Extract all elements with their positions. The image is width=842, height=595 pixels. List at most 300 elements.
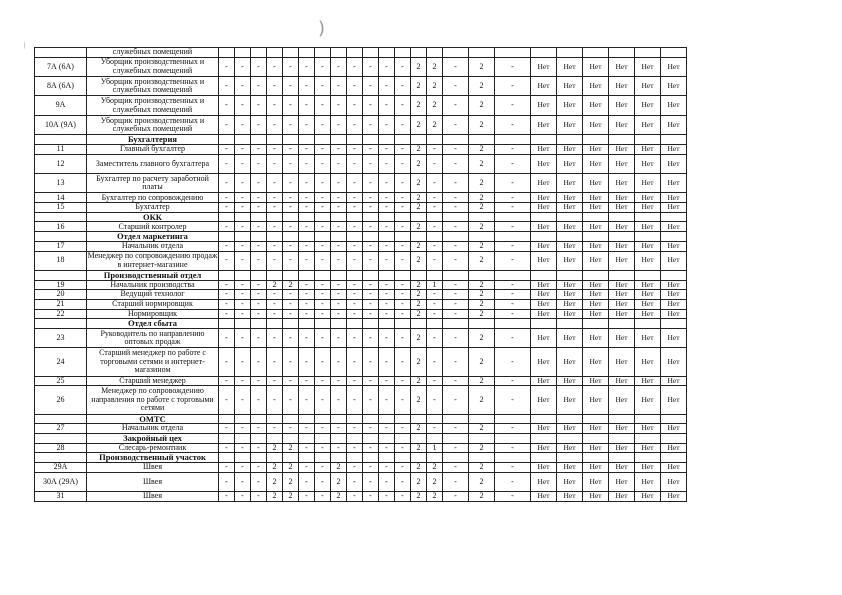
factor-value: - xyxy=(315,386,331,414)
factor-value: - xyxy=(363,329,379,348)
empty-cell xyxy=(557,232,583,242)
factor-value: - xyxy=(443,348,469,376)
factor-value: - xyxy=(443,472,469,491)
position-name: Менеджер по сопровождению направления по работе с торговыми сетями xyxy=(87,386,219,414)
section-row xyxy=(35,319,687,329)
table-row xyxy=(35,193,687,203)
answer-no: Нет xyxy=(609,443,635,453)
answer-no: Нет xyxy=(661,154,687,173)
factor-value: - xyxy=(235,203,251,213)
answer-no: Нет xyxy=(583,376,609,386)
answer-no: Нет xyxy=(661,376,687,386)
answer-no: Нет xyxy=(635,203,661,213)
answer-no: Нет xyxy=(557,241,583,251)
answer-no: Нет xyxy=(557,299,583,309)
empty-cell xyxy=(363,232,379,242)
answer-no: Нет xyxy=(583,154,609,173)
answer-no: Нет xyxy=(609,492,635,502)
factor-value: - xyxy=(379,57,395,76)
factor-value: - xyxy=(283,299,299,309)
answer-no: Нет xyxy=(583,309,609,319)
answer-no: Нет xyxy=(557,174,583,193)
empty-cell xyxy=(411,270,427,280)
factor-value: - xyxy=(395,462,411,472)
factor-value: - xyxy=(315,96,331,115)
answer-no: Нет xyxy=(557,443,583,453)
factor-value: - xyxy=(427,376,443,386)
empty-cell xyxy=(469,319,495,329)
row-number: 23 xyxy=(35,329,87,348)
factor-value: - xyxy=(331,443,347,453)
factor-value: - xyxy=(495,241,531,251)
factor-value: - xyxy=(395,96,411,115)
empty-cell xyxy=(315,433,331,443)
answer-no: Нет xyxy=(557,251,583,270)
answer-no: Нет xyxy=(583,115,609,134)
factor-value: - xyxy=(495,144,531,154)
answer-no: Нет xyxy=(635,174,661,193)
factor-value: - xyxy=(395,251,411,270)
empty-cell xyxy=(235,135,251,145)
factor-value: 2 xyxy=(469,472,495,491)
factor-value: - xyxy=(379,251,395,270)
factor-value: - xyxy=(219,222,235,232)
factor-value: - xyxy=(443,57,469,76)
empty-cell xyxy=(299,453,315,463)
empty-cell xyxy=(583,212,609,222)
empty-cell xyxy=(427,453,443,463)
factor-value: - xyxy=(495,154,531,173)
factor-value: - xyxy=(299,462,315,472)
answer-no: Нет xyxy=(635,144,661,154)
answer-no: Нет xyxy=(661,203,687,213)
factor-value: 2 xyxy=(427,472,443,491)
factor-value: - xyxy=(443,193,469,203)
factor-value: - xyxy=(267,154,283,173)
answer-no: Нет xyxy=(661,115,687,134)
empty-cell xyxy=(379,135,395,145)
factor-value: 2 xyxy=(411,154,427,173)
empty-cell xyxy=(315,453,331,463)
factor-value: - xyxy=(299,443,315,453)
empty-cell xyxy=(379,232,395,242)
answer-no: Нет xyxy=(661,472,687,491)
position-name: Уборщик производственных и служебных помещений xyxy=(87,96,219,115)
factor-value: - xyxy=(315,57,331,76)
factor-value: - xyxy=(395,193,411,203)
answer-no: Нет xyxy=(557,348,583,376)
factor-value: - xyxy=(219,424,235,434)
factor-value: - xyxy=(283,386,299,414)
answer-no: Нет xyxy=(635,241,661,251)
factor-value: - xyxy=(251,386,267,414)
empty-cell xyxy=(299,319,315,329)
factor-value: 2 xyxy=(331,462,347,472)
factor-value: 2 xyxy=(411,329,427,348)
empty-cell xyxy=(267,48,283,58)
answer-no: Нет xyxy=(583,57,609,76)
section-title: Производственный отдел xyxy=(87,270,219,280)
factor-value: - xyxy=(315,299,331,309)
factor-value: - xyxy=(379,376,395,386)
section-title: ОМТС xyxy=(87,414,219,424)
factor-value: - xyxy=(299,241,315,251)
factor-value: - xyxy=(283,144,299,154)
factor-value: - xyxy=(395,443,411,453)
factor-value: - xyxy=(331,251,347,270)
empty-cell xyxy=(331,270,347,280)
factor-value: - xyxy=(299,329,315,348)
empty-cell xyxy=(379,212,395,222)
empty-cell xyxy=(235,212,251,222)
factor-value: - xyxy=(267,376,283,386)
factor-value: 2 xyxy=(411,309,427,319)
factor-value: - xyxy=(379,443,395,453)
factor-value: - xyxy=(379,386,395,414)
factor-value: - xyxy=(347,96,363,115)
empty-cell xyxy=(235,232,251,242)
factor-value: - xyxy=(283,115,299,134)
factor-value: - xyxy=(299,386,315,414)
factor-value: - xyxy=(495,290,531,300)
answer-no: Нет xyxy=(635,96,661,115)
factor-value: - xyxy=(427,309,443,319)
answer-no: Нет xyxy=(583,96,609,115)
empty-cell xyxy=(609,319,635,329)
factor-value: - xyxy=(315,424,331,434)
empty-cell xyxy=(427,212,443,222)
answer-no: Нет xyxy=(609,193,635,203)
empty-cell xyxy=(347,232,363,242)
factor-value: - xyxy=(331,299,347,309)
factor-value: 2 xyxy=(411,472,427,491)
factor-value: - xyxy=(299,174,315,193)
factor-value: - xyxy=(251,492,267,502)
empty-cell xyxy=(379,433,395,443)
factor-value: - xyxy=(395,57,411,76)
empty-cell xyxy=(427,48,443,58)
section-title: Закройный цех xyxy=(87,433,219,443)
factor-value: - xyxy=(315,348,331,376)
answer-no: Нет xyxy=(557,144,583,154)
factor-value: - xyxy=(363,77,379,96)
factor-value: 2 xyxy=(411,144,427,154)
factor-value: - xyxy=(331,57,347,76)
answer-no: Нет xyxy=(609,299,635,309)
answer-no: Нет xyxy=(609,77,635,96)
position-name: Швея xyxy=(87,462,219,472)
factor-value: - xyxy=(347,492,363,502)
empty-cell xyxy=(583,270,609,280)
factor-value: 2 xyxy=(411,443,427,453)
factor-value: - xyxy=(251,472,267,491)
factor-value: - xyxy=(363,299,379,309)
factor-value: 2 xyxy=(411,280,427,290)
factor-value: - xyxy=(495,472,531,491)
empty-cell xyxy=(347,319,363,329)
factor-value: - xyxy=(251,280,267,290)
factor-value: - xyxy=(395,299,411,309)
factor-value: - xyxy=(315,492,331,502)
factor-value: - xyxy=(443,144,469,154)
factor-value: - xyxy=(283,241,299,251)
factor-value: - xyxy=(495,299,531,309)
answer-no: Нет xyxy=(557,492,583,502)
factor-value: - xyxy=(379,193,395,203)
factor-value: - xyxy=(299,299,315,309)
answer-no: Нет xyxy=(583,193,609,203)
factor-value: - xyxy=(315,462,331,472)
empty-cell xyxy=(469,232,495,242)
factor-value: - xyxy=(251,144,267,154)
row-number: 27 xyxy=(35,424,87,434)
factor-value: - xyxy=(299,376,315,386)
factor-value: - xyxy=(347,280,363,290)
empty-cell xyxy=(35,232,87,242)
answer-no: Нет xyxy=(531,492,557,502)
answer-no: Нет xyxy=(609,280,635,290)
empty-cell xyxy=(299,270,315,280)
factor-value: - xyxy=(235,280,251,290)
factor-value: - xyxy=(251,290,267,300)
empty-cell xyxy=(661,414,687,424)
empty-cell xyxy=(557,433,583,443)
empty-cell xyxy=(635,453,661,463)
row-number: 31 xyxy=(35,492,87,502)
answer-no: Нет xyxy=(557,96,583,115)
factor-value: - xyxy=(315,115,331,134)
empty-cell xyxy=(251,453,267,463)
table-row xyxy=(35,154,687,173)
answer-no: Нет xyxy=(635,492,661,502)
factor-value: - xyxy=(395,174,411,193)
empty-cell xyxy=(235,414,251,424)
answer-no: Нет xyxy=(583,492,609,502)
empty-cell xyxy=(347,270,363,280)
working-conditions-table xyxy=(34,47,687,502)
empty-cell xyxy=(635,433,661,443)
factor-value: - xyxy=(363,203,379,213)
row-number: 14 xyxy=(35,193,87,203)
factor-value: - xyxy=(299,144,315,154)
row-number: 17 xyxy=(35,241,87,251)
factor-value: - xyxy=(363,144,379,154)
factor-value: - xyxy=(267,193,283,203)
factor-value: - xyxy=(267,144,283,154)
factor-value: 2 xyxy=(427,57,443,76)
row-number: 10А (9А) xyxy=(35,115,87,134)
factor-value: - xyxy=(379,174,395,193)
position-name: Старший менеджер по работе с торговыми сетями и интернет-магазином xyxy=(87,348,219,376)
answer-no: Нет xyxy=(531,443,557,453)
factor-value: 2 xyxy=(469,309,495,319)
factor-value: 2 xyxy=(411,492,427,502)
empty-cell xyxy=(495,414,531,424)
factor-value: - xyxy=(427,222,443,232)
answer-no: Нет xyxy=(609,290,635,300)
factor-value: - xyxy=(235,462,251,472)
row-number: 21 xyxy=(35,299,87,309)
factor-value: - xyxy=(315,290,331,300)
factor-value: - xyxy=(495,462,531,472)
factor-value: - xyxy=(331,386,347,414)
factor-value: - xyxy=(331,144,347,154)
factor-value: 2 xyxy=(469,329,495,348)
factor-value: - xyxy=(347,443,363,453)
empty-cell xyxy=(315,135,331,145)
table-row xyxy=(35,57,687,76)
empty-cell xyxy=(495,48,531,58)
factor-value: - xyxy=(315,154,331,173)
factor-value: - xyxy=(443,280,469,290)
factor-value: - xyxy=(443,309,469,319)
empty-cell xyxy=(283,270,299,280)
position-name: Нормировщик xyxy=(87,309,219,319)
table-row xyxy=(35,280,687,290)
position-name: Менеджер по сопровождению продаж в интернет-магазине xyxy=(87,251,218,269)
factor-value: - xyxy=(267,299,283,309)
factor-value: - xyxy=(379,424,395,434)
empty-cell xyxy=(315,232,331,242)
answer-no: Нет xyxy=(661,424,687,434)
factor-value: - xyxy=(299,222,315,232)
factor-value: - xyxy=(219,376,235,386)
empty-cell xyxy=(661,433,687,443)
continuation-row xyxy=(35,48,687,58)
row-number: 24 xyxy=(35,348,87,376)
answer-no: Нет xyxy=(557,290,583,300)
answer-no: Нет xyxy=(609,348,635,376)
factor-value: 2 xyxy=(267,472,283,491)
empty-cell xyxy=(395,48,411,58)
factor-value: - xyxy=(315,309,331,319)
answer-no: Нет xyxy=(661,251,687,270)
answer-no: Нет xyxy=(557,462,583,472)
empty-cell xyxy=(219,414,235,424)
factor-value: - xyxy=(251,96,267,115)
factor-value: 2 xyxy=(469,443,495,453)
empty-cell xyxy=(609,453,635,463)
answer-no: Нет xyxy=(609,203,635,213)
factor-value: - xyxy=(251,241,267,251)
factor-value: - xyxy=(363,193,379,203)
empty-cell xyxy=(251,270,267,280)
factor-value: - xyxy=(251,376,267,386)
answer-no: Нет xyxy=(635,299,661,309)
answer-no: Нет xyxy=(661,222,687,232)
answer-no: Нет xyxy=(661,57,687,76)
empty-cell xyxy=(363,414,379,424)
scan-mark-left: ❘ xyxy=(22,42,28,49)
answer-no: Нет xyxy=(661,96,687,115)
factor-value: - xyxy=(315,280,331,290)
empty-cell xyxy=(661,270,687,280)
answer-no: Нет xyxy=(531,386,557,414)
factor-value: - xyxy=(283,290,299,300)
empty-cell xyxy=(661,319,687,329)
factor-value: - xyxy=(235,57,251,76)
factor-value: - xyxy=(219,241,235,251)
answer-no: Нет xyxy=(557,115,583,134)
empty-cell xyxy=(495,453,531,463)
empty-cell xyxy=(235,48,251,58)
factor-value: - xyxy=(347,290,363,300)
factor-value: 2 xyxy=(283,443,299,453)
factor-value: - xyxy=(251,299,267,309)
factor-value: - xyxy=(443,241,469,251)
empty-cell xyxy=(363,319,379,329)
empty-cell xyxy=(219,433,235,443)
answer-no: Нет xyxy=(635,309,661,319)
empty-cell xyxy=(331,453,347,463)
factor-value: 2 xyxy=(411,115,427,134)
factor-value: - xyxy=(347,386,363,414)
row-number: 26 xyxy=(35,386,87,414)
factor-value: - xyxy=(379,329,395,348)
empty-cell xyxy=(283,319,299,329)
empty-cell xyxy=(267,433,283,443)
answer-no: Нет xyxy=(531,77,557,96)
empty-cell xyxy=(443,270,469,280)
factor-value: - xyxy=(219,115,235,134)
position-name: Слесарь-ремонтник xyxy=(87,443,219,453)
answer-no: Нет xyxy=(609,115,635,134)
factor-value: - xyxy=(379,280,395,290)
factor-value: 2 xyxy=(411,203,427,213)
empty-cell xyxy=(267,319,283,329)
position-name: Швея xyxy=(87,492,219,502)
position-name: Старший менеджер xyxy=(87,376,219,386)
factor-value: - xyxy=(395,472,411,491)
factor-value: - xyxy=(283,77,299,96)
factor-value: - xyxy=(363,424,379,434)
answer-no: Нет xyxy=(635,290,661,300)
factor-value: - xyxy=(379,203,395,213)
empty-cell xyxy=(283,48,299,58)
answer-no: Нет xyxy=(583,222,609,232)
factor-value: - xyxy=(267,386,283,414)
position-name: Ведущий технолог xyxy=(87,290,219,300)
factor-value: - xyxy=(251,329,267,348)
factor-value: - xyxy=(235,241,251,251)
position-name: Уборщик производственных и служебных помещений xyxy=(87,77,219,96)
empty-cell xyxy=(315,319,331,329)
empty-cell xyxy=(251,319,267,329)
answer-no: Нет xyxy=(583,280,609,290)
answer-no: Нет xyxy=(609,376,635,386)
factor-value: - xyxy=(363,462,379,472)
factor-value: 2 xyxy=(411,174,427,193)
empty-cell xyxy=(347,414,363,424)
factor-value: - xyxy=(283,329,299,348)
factor-value: 2 xyxy=(427,462,443,472)
factor-value: - xyxy=(299,424,315,434)
factor-value: - xyxy=(331,241,347,251)
table-row xyxy=(35,144,687,154)
section-row xyxy=(35,270,687,280)
empty-cell xyxy=(495,232,531,242)
position-name: Начальник отдела xyxy=(87,241,219,251)
answer-no: Нет xyxy=(557,57,583,76)
factor-value: - xyxy=(363,57,379,76)
empty-cell xyxy=(609,270,635,280)
empty-cell xyxy=(379,414,395,424)
factor-value: - xyxy=(379,299,395,309)
answer-no: Нет xyxy=(531,154,557,173)
row-number: 29А xyxy=(35,462,87,472)
empty-cell xyxy=(395,232,411,242)
empty-cell xyxy=(411,433,427,443)
